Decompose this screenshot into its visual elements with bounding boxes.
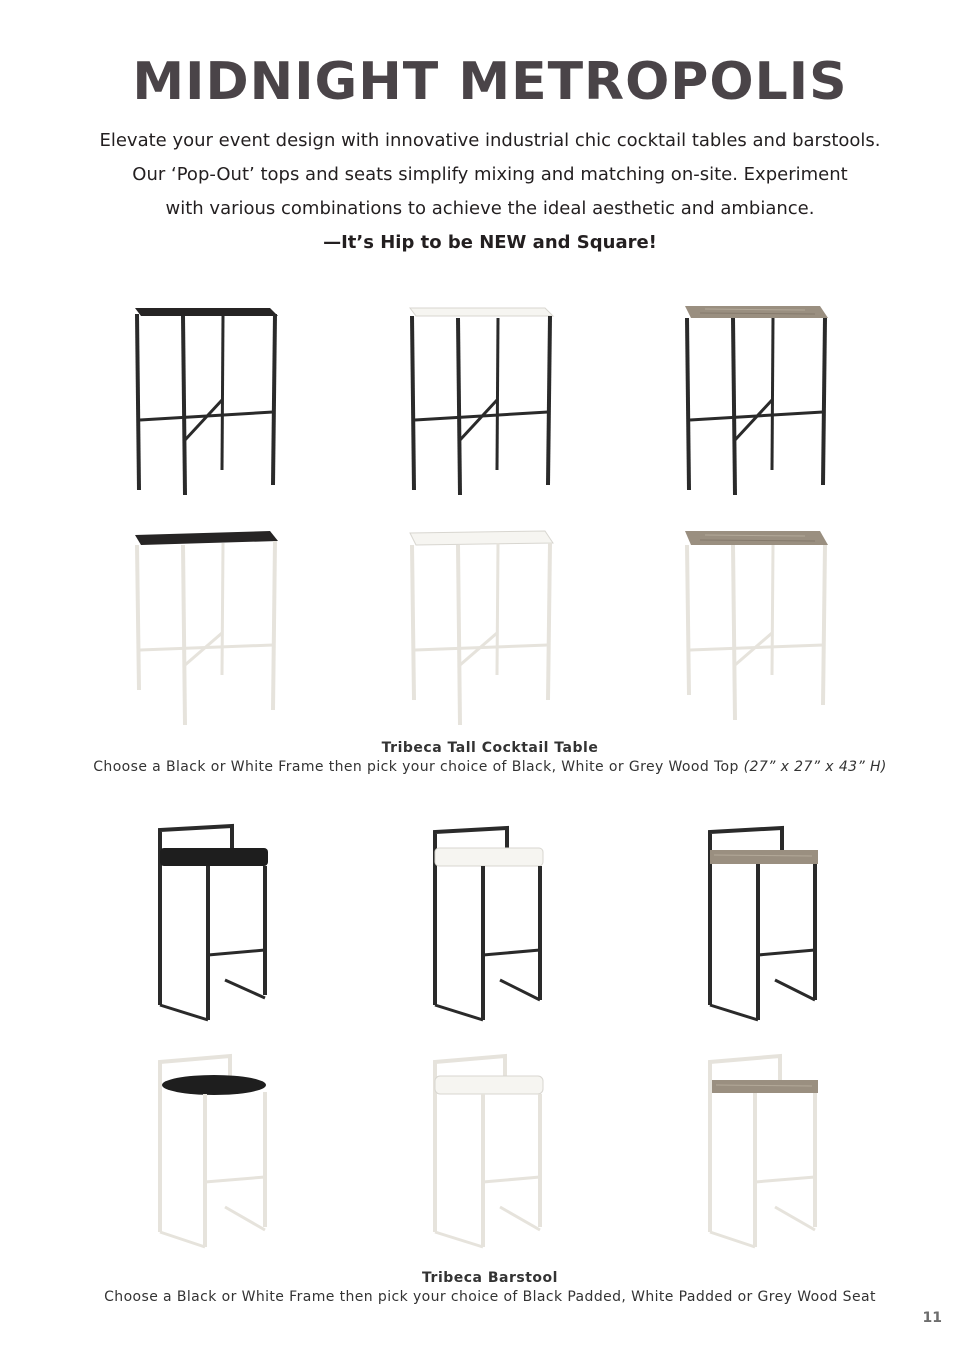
- table-black-frame-white-top: [400, 300, 600, 510]
- barstool-black-frame-white-seat: [425, 820, 625, 1030]
- page-number: 11: [922, 1310, 942, 1326]
- barstool-black-frame-grey-wood-seat: [700, 820, 900, 1030]
- cocktail-table-description: [0, 758, 980, 777]
- barstool-name: Tribeca Barstool: [422, 1270, 558, 1286]
- intro-text: [40, 124, 940, 260]
- cocktail-table-caption: [0, 739, 980, 777]
- cocktail-table-options: Choose a Black or White Frame then pick your choice of Black, White or Grey Wood Top: [93, 759, 739, 775]
- table-black-frame-grey-wood-top: [675, 300, 875, 510]
- barstool-white-frame-grey-wood-seat: [700, 1052, 900, 1262]
- page-title: MIDNIGHT METROPOLIS: [132, 52, 848, 112]
- table-white-frame-black-top: [125, 525, 325, 735]
- intro-line-3: with various combinations to achieve the ideal aesthetic and ambiance.: [165, 198, 815, 219]
- barstool-description: Choose a Black or White Frame then pick your choice of Black Padded, White Padded or Grey Wood Seat: [104, 1289, 876, 1305]
- barstool-white-frame-white-seat: [425, 1052, 625, 1262]
- table-black-frame-black-top: [125, 300, 325, 510]
- intro-line-1: Elevate your event design with innovative industrial chic cocktail tables and barstools.: [99, 130, 881, 151]
- intro-line-2: Our ‘Pop-Out’ tops and seats simplify mixing and matching on-site. Experiment: [132, 164, 848, 185]
- barstool-black-frame-black-seat: [150, 820, 350, 1030]
- barstool-caption: [0, 1269, 980, 1307]
- cocktail-table-dimensions: (27” x 27” x 43” H): [743, 759, 887, 775]
- cocktail-table-name: Tribeca Tall Cocktail Table: [381, 740, 599, 756]
- barstool-white-frame-black-seat: [150, 1052, 350, 1262]
- table-white-frame-grey-wood-top: [675, 525, 875, 735]
- intro-tagline: —It’s Hip to be NEW and Square!: [323, 232, 657, 253]
- table-white-frame-white-top: [400, 525, 600, 735]
